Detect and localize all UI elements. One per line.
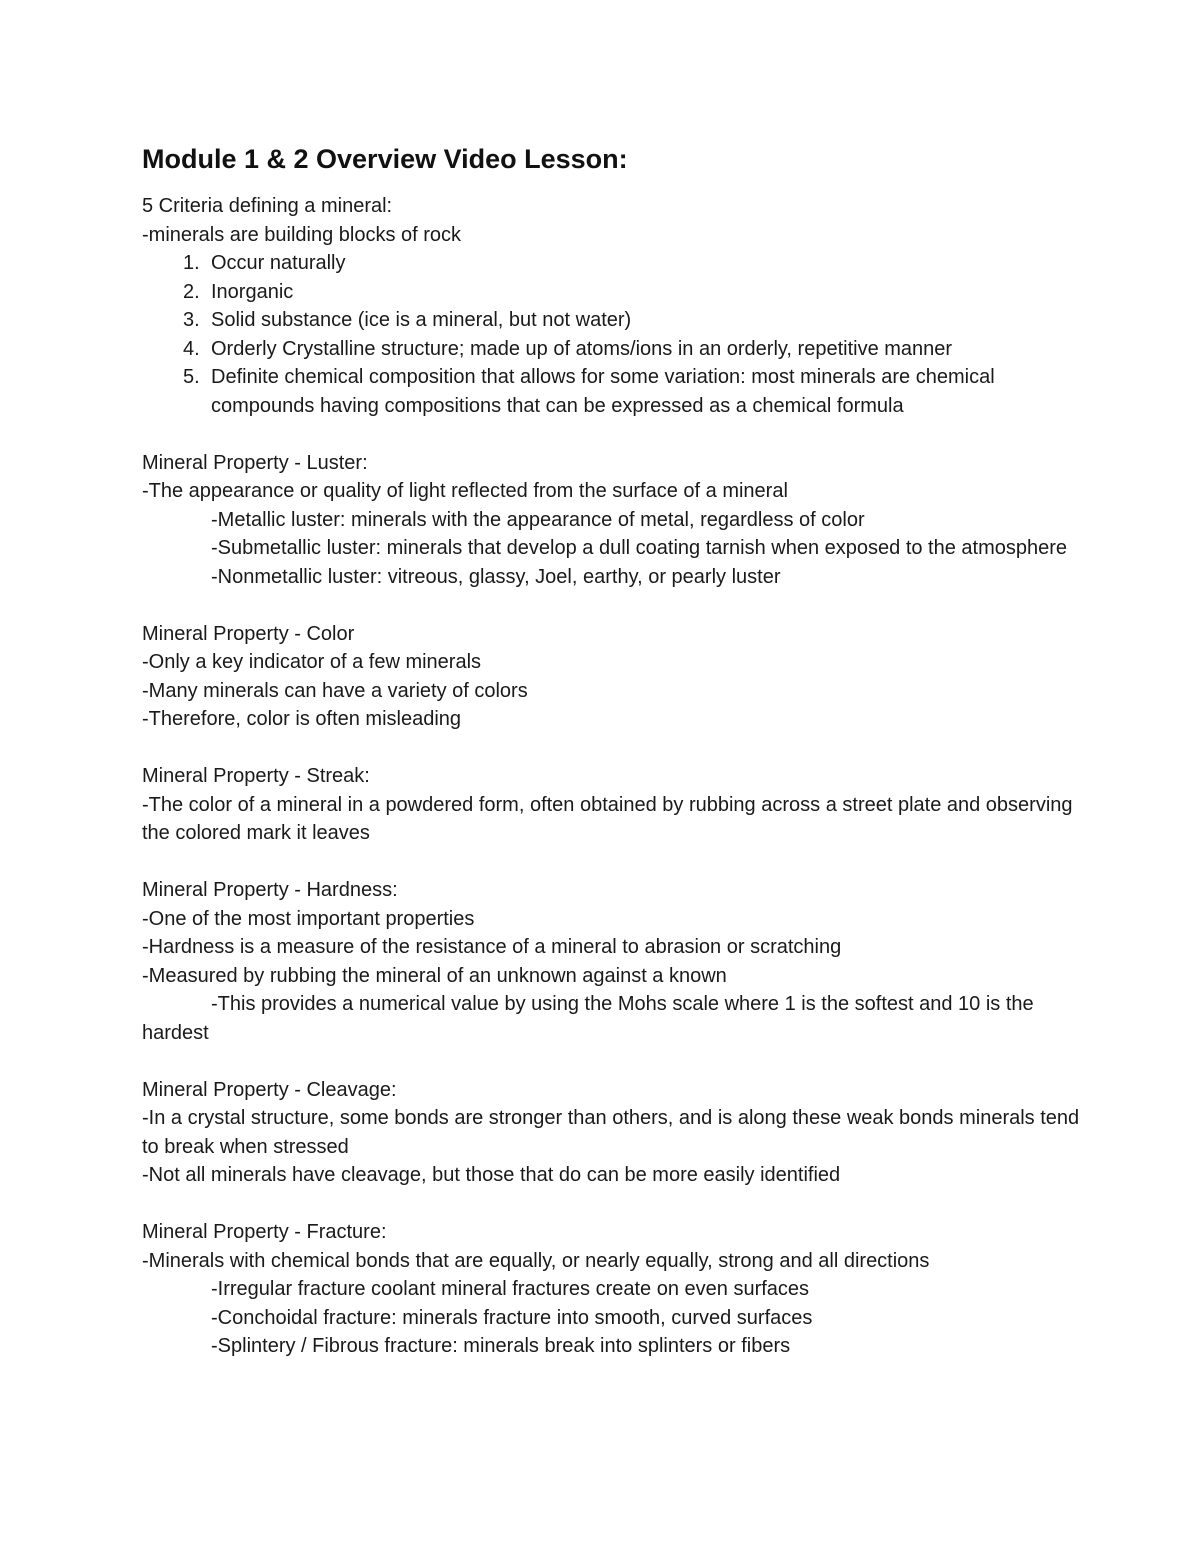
section-fracture: [142, 1218, 1082, 1361]
section-heading: Mineral Property - Cleavage:: [142, 1078, 397, 1101]
list-item: [142, 363, 1082, 420]
body-line: -Minerals with chemical bonds that are equally, or nearly equally, strong and all directions: [142, 1249, 930, 1272]
list-text: Occur naturally: [211, 252, 346, 274]
body-line: -Many minerals can have a variety of colors: [142, 679, 528, 702]
body-line: -Splintery / Fibrous fracture: minerals break into splinters or fibers: [211, 1335, 791, 1357]
body-line: -Submetallic luster: minerals that develop a dull coating tarnish when exposed to the atmosphere: [211, 537, 1068, 559]
spacer: [142, 1047, 1082, 1076]
list-number: 2.: [183, 280, 200, 303]
section-heading: Mineral Property - Streak:: [142, 765, 370, 787]
spacer: [142, 420, 1082, 449]
section-heading: Mineral Property - Fracture:: [142, 1221, 387, 1243]
section-color: [142, 620, 1082, 734]
section-luster: [142, 449, 1082, 592]
body-line: -minerals are building blocks of rock: [142, 223, 462, 246]
body-line: -Nonmetallic luster: vitreous, glassy, Joel, earthy, or pearly luster: [211, 565, 781, 588]
body-line: -Conchoidal fracture: minerals fracture into smooth, curved surfaces: [211, 1306, 813, 1329]
list-text: Definite chemical composition that allows for some variation: most minerals are chemical compounds having compositions that can be expressed as a chemical formula: [211, 366, 995, 417]
list-item: [142, 278, 1082, 307]
spacer: [142, 848, 1082, 877]
body-line: -Therefore, color is often misleading: [142, 708, 462, 730]
section-criteria: [142, 192, 1082, 420]
body-line: -Metallic luster: minerals with the appearance of metal, regardless of color: [211, 508, 865, 531]
section-heading: 5 Criteria defining a mineral:: [142, 195, 393, 217]
list-text: Inorganic: [211, 280, 294, 303]
body-line: -One of the most important properties: [142, 907, 475, 930]
spacer: [142, 591, 1082, 620]
list-number: 1.: [183, 252, 200, 274]
list-item: [142, 306, 1082, 335]
list-text: Orderly Crystalline structure; made up of atoms/ions in an orderly, repetitive manner: [211, 337, 953, 360]
list-item: [142, 249, 1082, 278]
list-item: [142, 335, 1082, 364]
section-heading: Mineral Property - Hardness:: [142, 879, 398, 901]
body-line: -The color of a mineral in a powdered form, often obtained by rubbing across a street plate and observing the colored mark it leaves: [142, 793, 1073, 844]
list-number: 3.: [183, 309, 200, 331]
list-number: 5.: [183, 366, 200, 388]
section-hardness: [142, 876, 1082, 1047]
section-heading: Mineral Property - Luster:: [142, 451, 368, 474]
body-line: -Measured by rubbing the mineral of an unknown against a known: [142, 964, 727, 987]
body-line: -This provides a numerical value by using the Mohs scale where 1 is the softest and 10 is the hardest: [142, 993, 1034, 1044]
body-line: -Irregular fracture coolant mineral fractures create on even surfaces: [211, 1278, 810, 1300]
body-line: -Only a key indicator of a few minerals: [142, 651, 482, 673]
document-page: [142, 140, 1082, 1361]
body-line: -The appearance or quality of light reflected from the surface of a mineral: [142, 480, 788, 502]
list-text: Solid substance (ice is a mineral, but not water): [211, 309, 632, 331]
criteria-list: [142, 249, 1082, 420]
spacer: [142, 734, 1082, 763]
body-line: -Not all minerals have cleavage, but those that do can be more easily identified: [142, 1164, 841, 1186]
document-title: Module 1 & 2 Overview Video Lesson:: [142, 144, 628, 174]
section-streak: [142, 762, 1082, 848]
section-heading: Mineral Property - Color: [142, 622, 355, 645]
list-number: 4.: [183, 337, 200, 360]
body-line: -Hardness is a measure of the resistance of a mineral to abrasion or scratching: [142, 936, 842, 958]
spacer: [142, 1190, 1082, 1219]
section-cleavage: [142, 1076, 1082, 1190]
body-line: -In a crystal structure, some bonds are stronger than others, and is along these weak bonds minerals tend to break when stressed: [142, 1107, 1080, 1158]
